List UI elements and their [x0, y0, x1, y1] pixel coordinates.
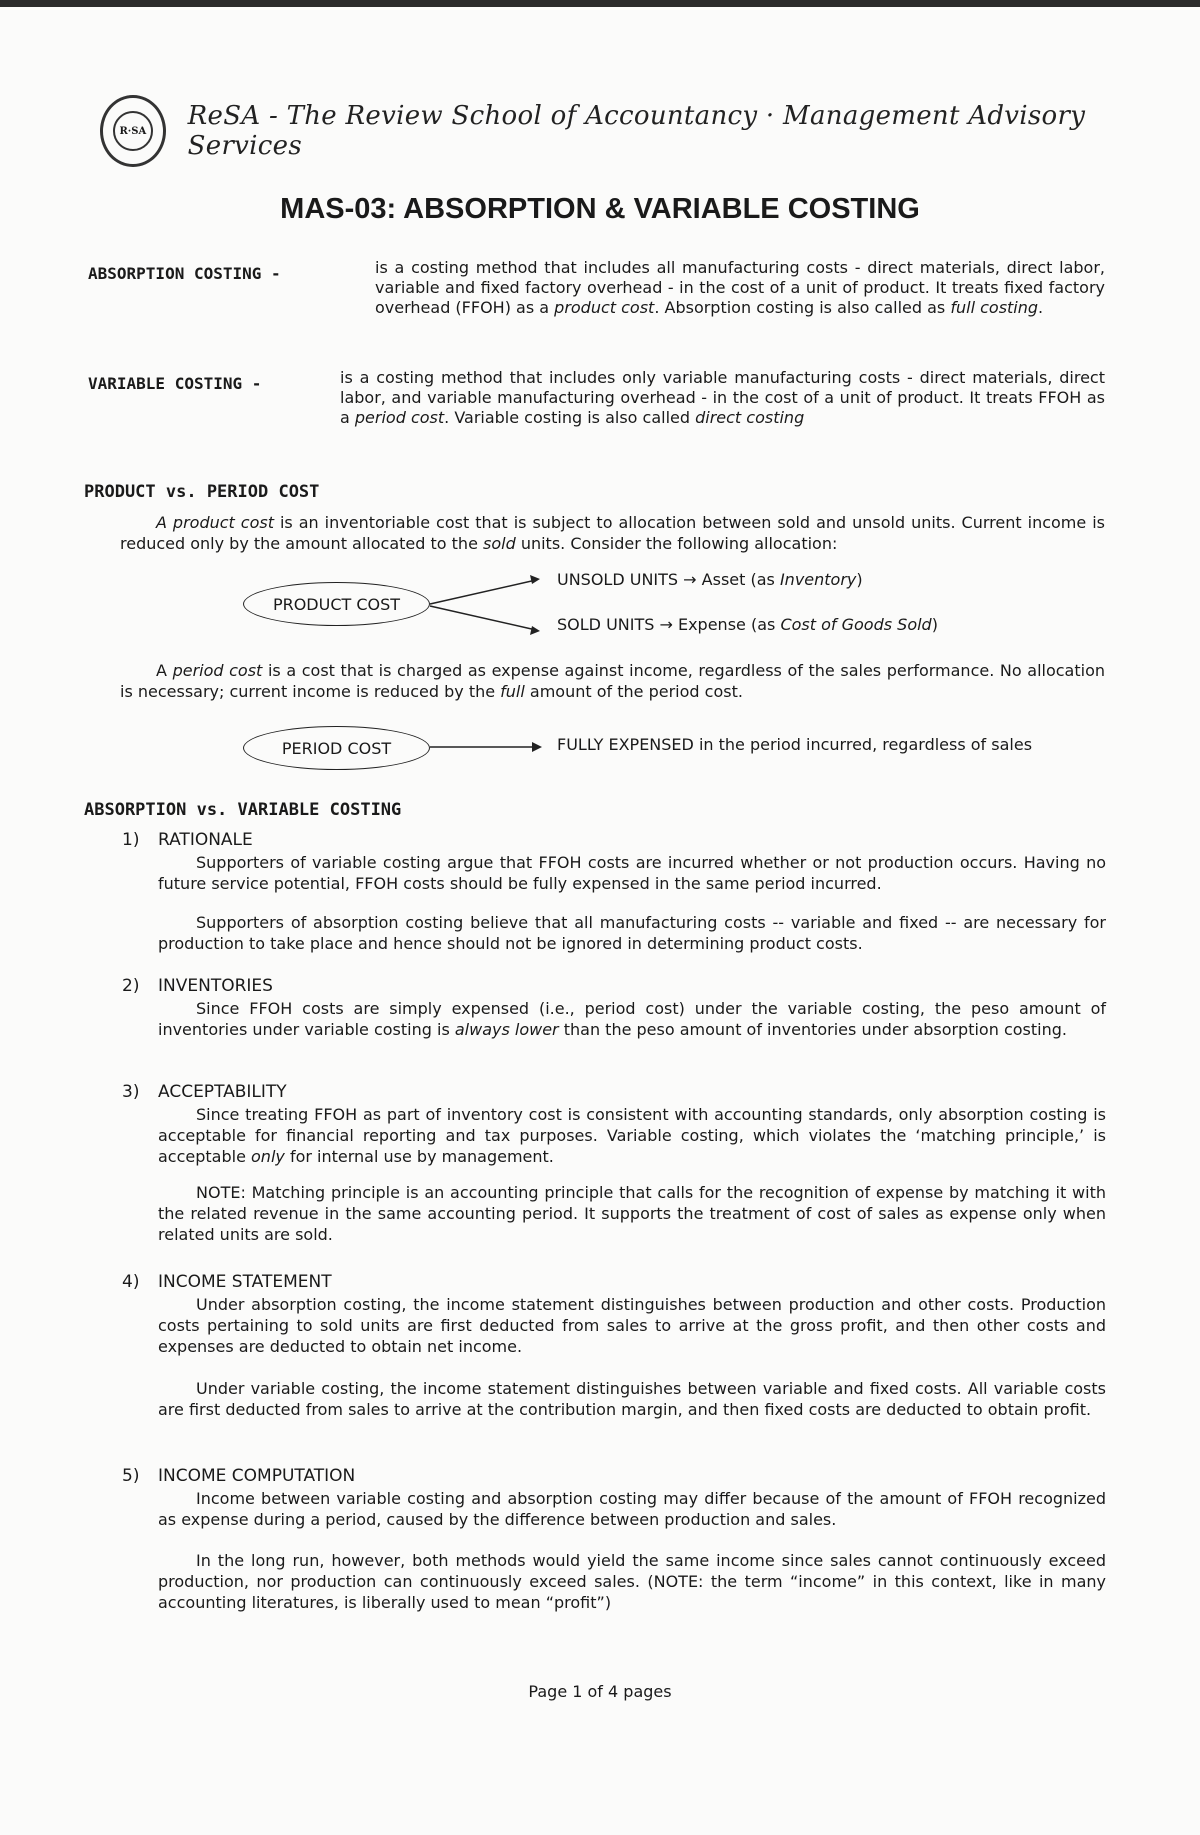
- period-cost-oval: PERIOD COST: [243, 726, 430, 770]
- period-cost-result: FULLY EXPENSED in the period incurred, regardless of sales: [557, 735, 1033, 754]
- matching-principle-note: NOTE: Matching principle is an accounting principle that calls for the recognition of expense by matching it with the related revenue in the same accounting period. It supports the treatment of cost of sales as expense only when related units are sold.: [158, 1183, 1106, 1244]
- product-cost-paragraph: A product cost is an inventoriable cost that is subject to allocation between sold and unsold units. Current income is reduced only by the amount allocated to the sold units. Consider the following allocation:: [120, 513, 1105, 553]
- product-vs-period-heading: PRODUCT vs. PERIOD COST: [84, 482, 320, 502]
- acceptability-paragraph: Since treating FFOH as part of inventory cost is consistent with accounting standards, only absorption costing is acceptable for financial reporting and tax purposes. Variable costing, which violates the ‘matching principle,’ is acceptable only for internal use by management.: [158, 1105, 1106, 1166]
- document-header: [100, 96, 1110, 166]
- item-number: 2): [122, 976, 140, 996]
- absorption-vs-variable-heading: ABSORPTION vs. VARIABLE COSTING: [84, 800, 402, 820]
- unsold-units-line: UNSOLD UNITS → Asset (as Inventory): [557, 570, 863, 589]
- seal-monogram: R·SA: [113, 111, 153, 151]
- item-number: 4): [122, 1272, 140, 1292]
- period-cost-paragraph: A period cost is a cost that is charged as expense against income, regardless of the sales performance. No allocation is necessary; current income is reduced by the full amount of the period cost.: [120, 661, 1106, 701]
- item-number: 3): [122, 1082, 140, 1102]
- sold-units-line: SOLD UNITS → Expense (as Cost of Goods Sold): [557, 615, 938, 634]
- item-title-inventories: INVENTORIES: [158, 976, 273, 996]
- rationale-paragraph-1: Supporters of variable costing argue that FFOH costs are incurred whether or not production occurs. Having no future service potential, FFOH costs should be fully expensed in the same period incurred.: [158, 853, 1106, 893]
- product-cost-oval: PRODUCT COST: [243, 582, 430, 626]
- absorption-costing-definition: is a costing method that includes all manufacturing costs - direct materials, direct labor, variable and fixed factory overhead - in the cost of a unit of product. It treats fixed factory overhead (FFOH) as a product cost. Absorption costing is also called as full costing.: [375, 258, 1105, 317]
- rationale-paragraph-2: Supporters of absorption costing believe that all manufacturing costs -- variable and fixed -- are necessary for production to take place and hence should not be ignored in determining product costs.: [158, 913, 1106, 953]
- income-computation-paragraph-2: In the long run, however, both methods would yield the same income since sales cannot continuously exceed production, nor production can continuously exceed sales. (NOTE: the term “income” in this context, like in many accounting literatures, is liberally used to mean “profit”): [158, 1551, 1106, 1612]
- income-statement-paragraph-2: Under variable costing, the income statement distinguishes between variable and fixed costs. All variable costs are first deducted from sales to arrive at the contribution margin, and then fixed costs are deducted to obtain profit.: [158, 1379, 1106, 1419]
- inventories-paragraph: Since FFOH costs are simply expensed (i.e., period cost) under the variable costing, the peso amount of inventories under variable costing is always lower than the peso amount of inventories under absorption costing.: [158, 999, 1106, 1039]
- allocation-arrows: [428, 570, 548, 640]
- income-computation-paragraph-1: Income between variable costing and absorption costing may differ because of the amount of FFOH recognized as expense during a period, caused by the difference between production and sales.: [158, 1489, 1106, 1529]
- variable-costing-label: VARIABLE COSTING -: [88, 374, 262, 393]
- item-number: 1): [122, 830, 140, 850]
- page-number: Page 1 of 4 pages: [528, 1682, 672, 1701]
- item-title-income-statement: INCOME STATEMENT: [158, 1272, 332, 1292]
- item-title-acceptability: ACCEPTABILITY: [158, 1082, 287, 1102]
- variable-costing-definition: is a costing method that includes only variable manufacturing costs - direct materials, direct labor, and variable manufacturing overhead - in the cost of a unit of product. It treats FFOH as a period cost. Variable costing is also called direct costing: [340, 368, 1105, 427]
- school-seal-logo: [100, 95, 166, 167]
- item-title-income-computation: INCOME COMPUTATION: [158, 1466, 356, 1486]
- page-title: MAS-03: ABSORPTION & VARIABLE COSTING: [280, 193, 920, 225]
- scan-top-edge: [0, 0, 1200, 7]
- item-number: 5): [122, 1466, 140, 1486]
- income-statement-paragraph-1: Under absorption costing, the income statement distinguishes between production and other costs. Production costs pertaining to sold units are first deducted from sales to arrive at the gross profit, and then other costs and expenses are deducted to obtain net income.: [158, 1295, 1106, 1356]
- school-name: ReSA - The Review School of Accountancy · Management Advisory Services: [187, 101, 1086, 161]
- absorption-costing-label: ABSORPTION COSTING -: [88, 264, 281, 283]
- item-title-rationale: RATIONALE: [158, 830, 253, 850]
- period-arrow: [428, 735, 548, 759]
